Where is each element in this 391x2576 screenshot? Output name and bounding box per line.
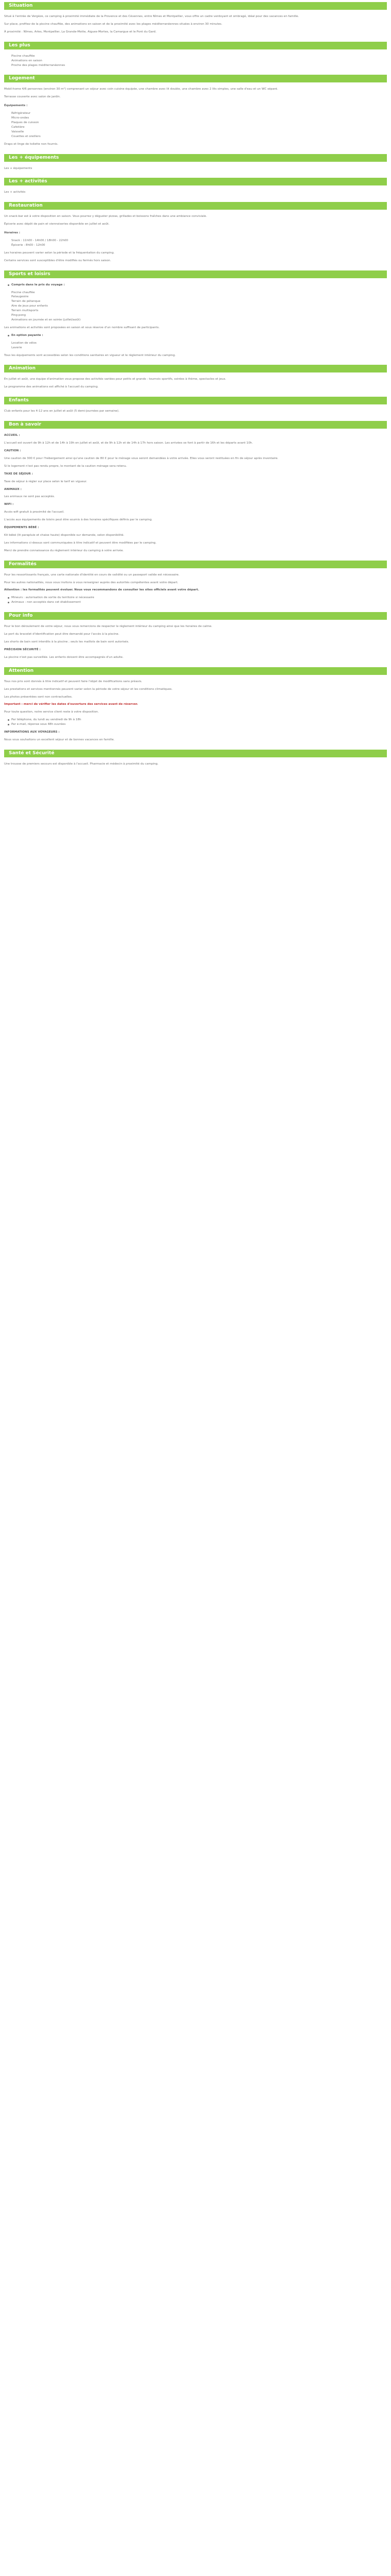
activites-text: Les + activités [4,191,26,194]
bonsavoir-text-4: Taxe de séjour à régler sur place selon le tarif en vigueur. [4,480,87,483]
restauration-text-2: Épicerie avec dépôt de pain et viennoiseries disponible en juillet et août. [4,223,110,226]
bonsavoir-text-9: Les informations ci-dessus sont communiquées à titre indicatif et peuvent être modifiées par le camping. [4,541,157,545]
attention-item: Par e-mail, réponse sous 48h ouvrées [11,722,387,727]
bonsavoir-text-1: L'accueil est ouvert de 9h à 12h et de 14h à 19h en juillet et août, et de 9h à 12h et de 14h à 17h hors saison. Les arrivées se font à partir de 16h et les départs avant 10h. [4,442,253,445]
bonsavoir-text-6: Accès wifi gratuit à proximité de l'accueil. [4,511,64,514]
equip-item: Plaques de cuisson [11,121,39,124]
sports-list-1 [4,291,387,323]
plus-item: Piscine chauffée [11,54,35,58]
bonsavoir-text-5: Les animaux ne sont pas acceptés. [4,495,55,499]
sports-item: Aire de jeux pour enfants [11,304,48,308]
bonsavoir-sub-2: CAUTION : [4,449,21,452]
equip-item: Réfrigérateur [11,112,31,115]
sante-text-1: Une trousse de premiers secours est disponible à l'accueil. Pharmacie et médecin à proximité du camping. [4,762,159,766]
bonsavoir-text-2: Une caution de 300 € pour l'hébergement ainsi qu'une caution de 80 € pour le ménage vous seront demandées à votre arrivée. Elles vous seront restituées en fin de séjour après inventaire. [4,456,279,460]
formalites-item: Animaux : non acceptés dans cet établissement [11,600,387,605]
section-header-plus: Les plus [4,42,387,49]
bonsavoir-text-3: Si le logement n'est pas rendu propre, le montant de la caution ménage sera retenu. [4,464,127,468]
pourinfo-sub: PRÉCISION SÉCURITÉ : [4,648,41,651]
equip-item: Vaisselle [11,130,24,133]
section-header-sante: Santé et Sécurité [4,750,387,757]
equipements-text: Les + équipements [4,166,32,170]
bonsavoir-text-7: L'accès aux équipements de loisirs peut être soumis à des horaires spécifiques définis par le camping. [4,518,153,522]
section-header-formalites: Formalités [4,561,387,568]
formalites-item: Mineurs : autorisation de sortie du territoire si nécessaire [11,596,387,600]
attention-text-3: Les photos présentées sont non contractuelles. [4,695,73,699]
page [0,0,391,790]
bonsavoir-sub-1: ACCUEIL : [4,434,20,437]
sports-option-item: Location de vélos [11,341,37,345]
pourinfo-text-2: Le port du bracelet d'identification peut être demandé pour l'accès à la piscine. [4,633,120,636]
restauration-note-1: Les horaires peuvent varier selon la période et la fréquentation du camping. [4,251,115,255]
bonsavoir-text-8: Kit bébé (lit parapluie et chaise haute) disponible sur demande, selon disponibilité. [4,533,124,537]
attention-item: Par téléphone, du lundi au vendredi de 9h à 18h [11,718,387,722]
plus-item: Proche des plages méditerranéennes [11,63,66,67]
sports-text-1: Les animations et activités sont proposées en saison et sous réserve d'un nombre suffisant de participants. [4,326,160,329]
attention-text-1: Tous nos prix sont donnés à titre indicatif et peuvent faire l'objet de modifications sans préavis. [4,680,142,683]
section-header-bonsavoir: Bon à savoir [4,421,387,429]
sports-sub2: En option payante : [11,333,387,338]
section-header-animation: Animation [4,365,387,372]
sports-item: Terrain multisports [11,309,39,313]
section-header-enfants: Enfants [4,397,387,404]
pourinfo-text-1: Pour le bon déroulement de votre séjour, nous vous remercions de respecter le règlement intérieur du camping ainsi que les horaires de calme. [4,625,213,629]
situation-text-3: À proximité : Nîmes, Arles, Montpellier, La Grande-Motte, Aigues-Mortes, la Camargue et le Pont du Gard. [4,30,157,33]
equip-item: Cafetière [11,125,25,129]
formalites-text-2: Pour les autres nationalités, nous vous invitons à vous renseigner auprès des autorités compétentes avant votre départ. [4,581,178,584]
restauration-text-1: Un snack-bar est à votre disposition en saison. Vous pourrez y déguster pizzas, grillades et boissons fraîches dans une ambiance conviviale. [4,215,207,218]
section-header-pourinfo: Pour info [4,612,387,620]
animation-text-1: En juillet et août, une équipe d'animation vous propose des activités variées pour petits et grands : tournois sportifs, soirées à thème, spectacles et jeux. [4,378,226,381]
plus-list [4,54,387,68]
sports-item: Piscine chauffée [11,291,35,294]
attention-alert: Important : merci de vérifier les dates d'ouverture des services avant de réserver. [4,703,138,706]
plus-item: Animations en saison [11,59,42,62]
bonsavoir-sub-6: ÉQUIPEMENTS BÉBÉ : [4,526,39,530]
sports-sub1-list [4,283,387,287]
sports-item: Terrain de pétanque [11,300,41,303]
attention-text-2: Les prestations et services mentionnés peuvent varier selon la période de votre séjour et les conditions climatiques. [4,687,173,691]
hours-item: Snack : 11h00 - 14h00 / 18h00 - 22h00 [11,239,68,243]
section-header-attention: Attention [4,667,387,675]
formalites-text-1: Pour les ressortissants français, une carte nationale d'identité en cours de validité ou un passeport valide est nécessaire. [4,573,180,577]
restauration-hours-list [4,239,387,248]
formalites-warning: Attention : les formalités peuvent évoluer. Nous vous recommandons de consulter les sites officiels avant votre départ. [4,588,199,592]
attention-sub: INFORMATIONS AUX VOYAGEURS : [4,731,60,734]
sports-sub2-list [4,333,387,338]
logement-text-2: Terrasse couverte avec salon de jardin. [4,95,61,99]
section-header-equipements: Les + équipements [4,154,387,162]
situation-text-2: Sur place, profitez de la piscine chauffée, des animations en saison et de la proximité avec les plages méditerranéennes situées à environ 30 minutes. [4,22,222,26]
section-header-restauration: Restauration [4,202,387,210]
restauration-hours-title: Horaires : [4,231,21,235]
sports-text-2: Tous les équipements sont accessibles selon les conditions sanitaires en vigueur et le règlement intérieur du camping. [4,353,176,357]
logement-text-1: Mobil-home 4/6 personnes (environ 30 m²) comprenant un séjour avec coin cuisine équipée, une chambre avec lit double, une chambre avec 2 lits simples, une salle d'eau et un WC séparé. [4,88,279,91]
section-header-sports: Sports et loisirs [4,270,387,278]
section-header-logement: Logement [4,75,387,82]
bonsavoir-sub-3: TAXE DE SÉJOUR : [4,472,33,476]
attention-list [4,718,387,727]
attention-info: Pour toute question, notre service client reste à votre disposition. [4,710,99,714]
bonsavoir-text-10: Merci de prendre connaissance du règlement intérieur du camping à votre arrivée. [4,549,124,552]
restauration-note-2: Certains services sont susceptibles d'être modifiés ou fermés hors saison. [4,259,111,262]
animation-text-2: Le programme des animations est affiché à l'accueil du camping. [4,385,99,389]
logement-note: Draps et linge de toilette non fournis. [4,142,58,146]
logement-equip-list [4,111,387,139]
sports-item: Animations en journée et en soirée (juillet/août) [11,318,81,321]
sports-item: Pataugeoire [11,295,29,299]
sports-sub1: Compris dans le prix du voyage : [11,283,387,287]
bonsavoir-sub-5: WIFI : [4,503,14,506]
equip-item: Micro-ondes [11,116,29,120]
sports-list-2 [4,341,387,350]
sports-item: Ping-pong [11,314,26,317]
hours-item: Épicerie : 8h00 - 12h00 [11,243,45,247]
section-header-activites: Les + activités [4,178,387,185]
pourinfo-text-3: Les shorts de bain sont interdits à la piscine ; seuls les maillots de bain sont autorisés. [4,640,129,643]
enfants-text-1: Club enfants pour les 4-12 ans en juillet et août (5 demi-journées par semaine). [4,410,120,413]
equip-item: Couettes et oreillers [11,134,41,138]
pourinfo-security-text: La piscine n'est pas surveillée. Les enfants doivent être accompagnés d'un adulte. [4,655,124,659]
sports-option-item: Laverie [11,346,22,349]
section-header-situation: Situation [4,2,387,10]
formalites-list [4,596,387,605]
attention-last: Nous vous souhaitons un excellent séjour et de bonnes vacances en famille. [4,738,115,741]
bonsavoir-sub-4: ANIMAUX : [4,487,22,491]
logement-equip-title: Équipements : [4,104,28,108]
situation-text-1: Situé à l'entrée de Vergèze, ce camping à proximité immédiate de la Provence et des Cévennes, entre Nîmes et Montpellier, vous offre un cadre verdoyant et ombragé, idéal pour des vacances en famille. [4,15,299,18]
